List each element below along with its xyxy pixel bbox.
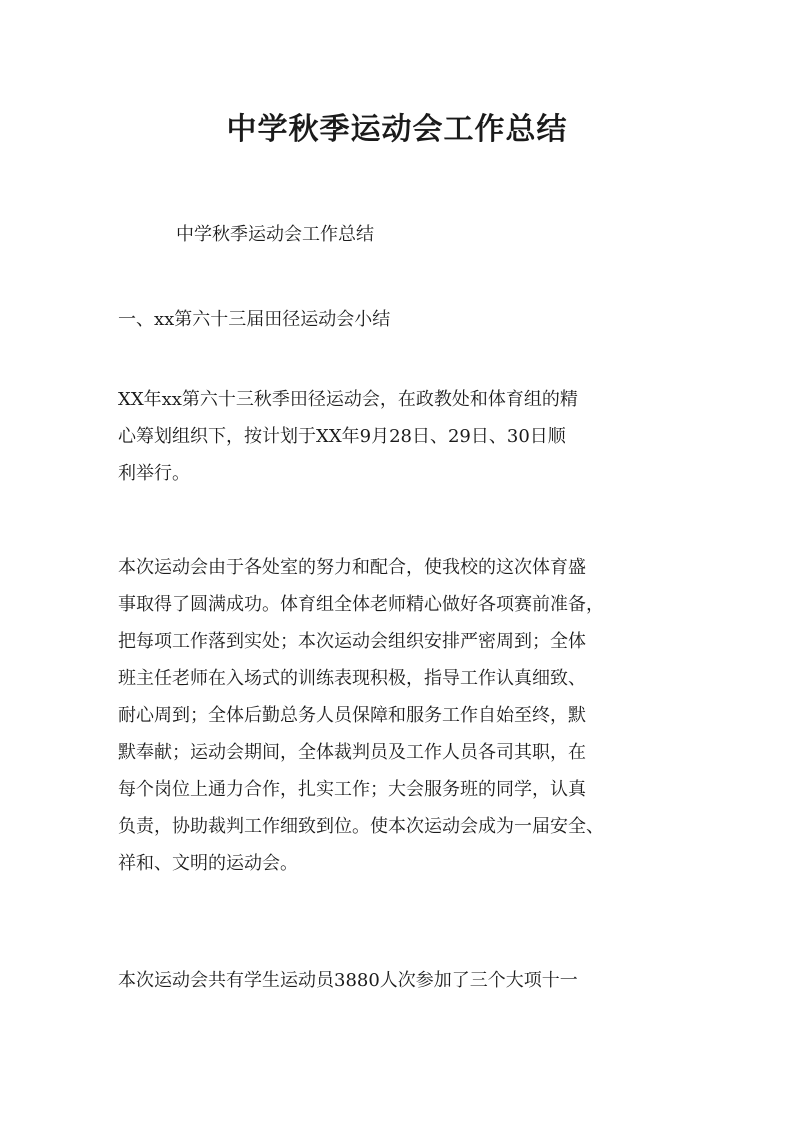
paragraph-2 xyxy=(118,549,604,882)
document-subtitle: 中学秋季运动会工作总结 xyxy=(176,224,374,245)
paragraph-line: 本次运动会共有学生运动员3880人次参加了三个大项十一 xyxy=(118,970,578,991)
paragraph-line: 每个岗位上通力合作，扎实工作；大会服务班的同学，认真 xyxy=(118,779,586,800)
paragraph-line: 班主任老师在入场式的训练表现积极，指导工作认真细致、 xyxy=(118,668,586,689)
paragraph-line: 心筹划组织下，按计划于XX年9月28日、29日、30日顺 xyxy=(118,426,566,447)
paragraph-line: 事取得了圆满成功。体育组全体老师精心做好各项赛前准备， xyxy=(118,594,604,615)
document-title: 中学秋季运动会工作总结 xyxy=(226,112,568,147)
paragraph-line: 耐心周到；全体后勤总务人员保障和服务工作自始至终，默 xyxy=(118,705,586,726)
paragraph-1 xyxy=(118,381,578,492)
paragraph-line: 祥和、文明的运动会。 xyxy=(118,853,298,874)
paragraph-line: 本次运动会由于各处室的努力和配合，使我校的这次体育盛 xyxy=(118,557,586,578)
paragraph-line: 负责，协助裁判工作细致到位。使本次运动会成为一届安全、 xyxy=(118,816,604,837)
paragraph-3 xyxy=(118,962,578,999)
section-heading: 一、xx第六十三届田径运动会小结 xyxy=(118,309,391,330)
paragraph-line: 利举行。 xyxy=(118,463,190,484)
paragraph-line: 把每项工作落到实处；本次运动会组织安排严密周到；全体 xyxy=(118,631,586,652)
paragraph-line: 默奉献；运动会期间，全体裁判员及工作人员各司其职，在 xyxy=(118,742,586,763)
paragraph-line: XX年xx第六十三秋季田径运动会，在政教处和体育组的精 xyxy=(118,389,578,410)
